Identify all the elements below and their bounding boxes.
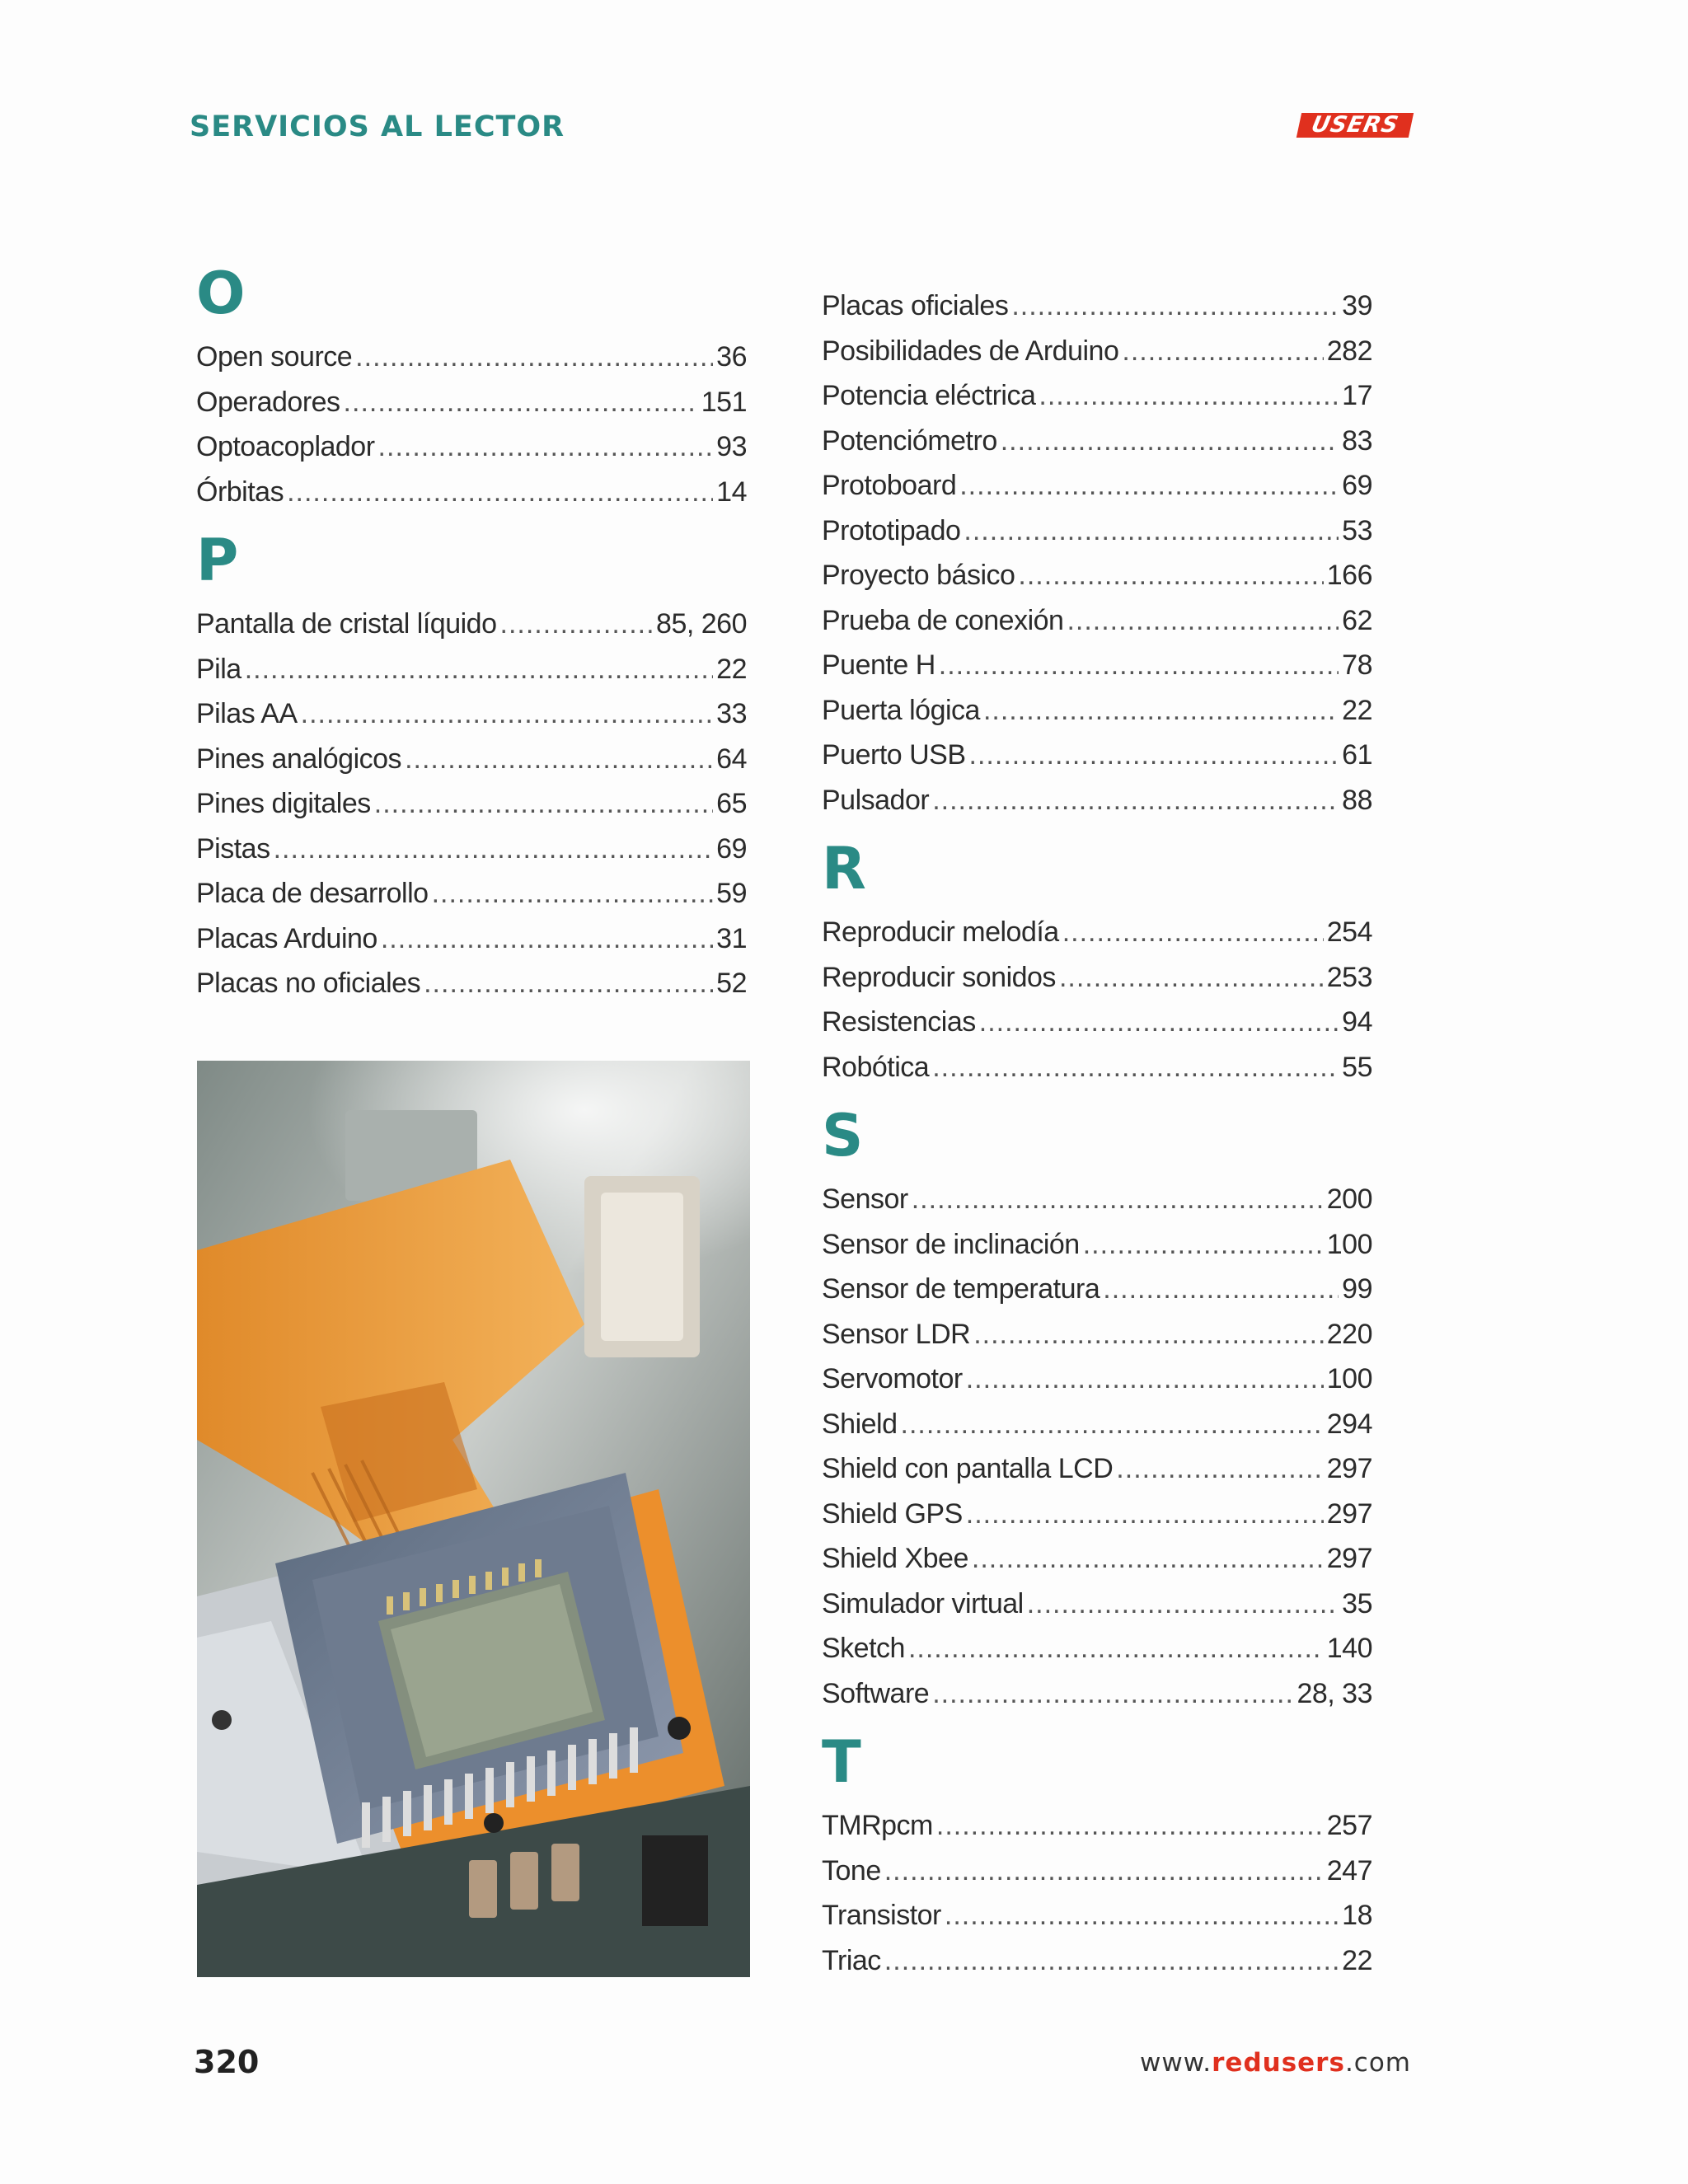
- dot-leader: [973, 1312, 1324, 1357]
- index-entry: [822, 1446, 1372, 1492]
- index-term: Reproducir melodía: [822, 916, 1059, 948]
- index-entry: [196, 871, 747, 916]
- dot-leader: [1001, 419, 1339, 464]
- circuit-board-photo: [197, 1061, 750, 1977]
- index-term: Optoacoplador: [196, 431, 375, 462]
- index-page-ref: 39: [1342, 290, 1372, 321]
- index-term: Placa de desarrollo: [196, 878, 429, 909]
- index-entry: [822, 373, 1372, 419]
- dot-leader: [939, 643, 1339, 688]
- index-page-ref: 94: [1342, 1006, 1372, 1038]
- index-entry: [822, 1267, 1372, 1312]
- index-entry: [822, 1536, 1372, 1582]
- index-term: Pila: [196, 653, 241, 685]
- index-letter-heading: P: [196, 527, 239, 594]
- index-entry: [822, 1803, 1372, 1849]
- index-term: Proyecto básico: [822, 560, 1015, 591]
- dot-leader: [966, 1492, 1324, 1537]
- index-entry: [196, 781, 747, 827]
- dot-leader: [381, 916, 713, 962]
- dot-leader: [959, 463, 1339, 509]
- dot-leader: [966, 1357, 1324, 1402]
- index-term: Software: [822, 1677, 930, 1709]
- index-term: Placas no oficiales: [196, 968, 421, 999]
- dot-leader: [245, 647, 713, 692]
- index-entry: [822, 1000, 1372, 1045]
- index-page-ref: 297: [1326, 1543, 1372, 1574]
- dot-leader: [908, 1626, 1324, 1671]
- index-page-ref: 64: [716, 743, 747, 775]
- index-page-ref: 166: [1326, 560, 1372, 591]
- index-entry: [822, 1402, 1372, 1447]
- index-term: Shield: [822, 1408, 898, 1440]
- index-entry: [822, 1357, 1372, 1402]
- index-term: Transistor: [822, 1900, 941, 1931]
- dot-leader: [969, 733, 1339, 778]
- index-term: Tone: [822, 1854, 881, 1886]
- index-column-right: [822, 284, 1372, 1983]
- dot-leader: [1083, 1222, 1324, 1268]
- index-term: Protoboard: [822, 470, 957, 501]
- index-entry: [196, 602, 747, 647]
- index-entry: [196, 380, 747, 425]
- index-page-ref: 55: [1342, 1051, 1372, 1083]
- index-entry: [822, 1849, 1372, 1894]
- index-page-ref: 220: [1326, 1318, 1372, 1350]
- index-page-ref: 22: [1342, 694, 1372, 726]
- index-page-ref: 14: [716, 476, 747, 508]
- index-page-ref: 31: [716, 922, 747, 954]
- index-term: Puerta lógica: [822, 694, 980, 726]
- index-entry: [822, 733, 1372, 778]
- index-page-ref: 22: [716, 653, 747, 685]
- index-page-ref: 83: [1342, 424, 1372, 457]
- dot-leader: [405, 737, 713, 782]
- index-letter-heading: T: [822, 1728, 861, 1796]
- index-entry: [822, 1492, 1372, 1537]
- index-entry: [822, 1222, 1372, 1268]
- dot-leader: [1067, 598, 1339, 644]
- site-suffix: .com: [1344, 2048, 1411, 2078]
- index-page-ref: 17: [1342, 380, 1372, 411]
- index-term: Prototipado: [822, 514, 961, 546]
- index-term: Shield con pantalla LCD: [822, 1453, 1114, 1484]
- index-page-ref: 18: [1342, 1900, 1372, 1931]
- index-entry: [822, 688, 1372, 733]
- index-entry: [822, 643, 1372, 688]
- index-term: Puente H: [822, 649, 935, 681]
- dot-leader: [301, 691, 714, 737]
- index-term: Resistencias: [822, 1006, 976, 1038]
- index-page-ref: 65: [716, 788, 747, 819]
- index-entry: [196, 424, 747, 470]
- section-title: SERVICIOS AL LECTOR: [190, 110, 565, 143]
- index-page-ref: 140: [1326, 1633, 1372, 1664]
- index-page-ref: 36: [716, 341, 747, 373]
- dot-leader: [1018, 553, 1323, 598]
- index-page-ref: 93: [716, 431, 747, 462]
- index-page-ref: 297: [1326, 1453, 1372, 1484]
- index-term: Sensor de temperatura: [822, 1273, 1100, 1305]
- index-term: Robótica: [822, 1051, 930, 1083]
- index-entry: [196, 961, 747, 1006]
- index-term: Simulador virtual: [822, 1587, 1024, 1619]
- index-term: Potencia eléctrica: [822, 380, 1036, 411]
- dot-leader: [1116, 1446, 1323, 1492]
- index-entry: [196, 470, 747, 515]
- index-column-left: [196, 247, 747, 1006]
- index-page-ref: 257: [1326, 1810, 1372, 1841]
- dot-leader: [901, 1402, 1324, 1447]
- dot-leader: [1039, 373, 1339, 419]
- dot-leader: [979, 1000, 1339, 1045]
- index-entry: [196, 691, 747, 737]
- index-term: Sensor LDR: [822, 1318, 971, 1350]
- index-entry: [822, 553, 1372, 598]
- index-page-ref: 52: [716, 968, 747, 999]
- index-entry: [822, 1312, 1372, 1357]
- index-entry: [822, 1626, 1372, 1671]
- index-entry: [822, 1177, 1372, 1222]
- dot-leader: [287, 470, 713, 515]
- index-page-ref: 61: [1342, 739, 1372, 771]
- index-page-ref: 53: [1342, 514, 1372, 546]
- index-page-ref: 62: [1342, 604, 1372, 636]
- index-page-ref: 100: [1326, 1363, 1372, 1394]
- index-page-ref: 294: [1326, 1408, 1372, 1440]
- dot-leader: [1103, 1267, 1339, 1312]
- dot-leader: [1062, 910, 1324, 955]
- index-term: Sketch: [822, 1633, 905, 1664]
- site-prefix: www.: [1140, 2048, 1212, 2078]
- index-term: Prueba de conexión: [822, 604, 1064, 636]
- index-page-ref: 99: [1342, 1273, 1372, 1305]
- index-page-ref: 254: [1326, 916, 1372, 948]
- dot-leader: [500, 602, 654, 647]
- index-entry: [822, 419, 1372, 464]
- dot-leader: [432, 871, 714, 916]
- index-page-ref: 22: [1342, 1944, 1372, 1976]
- index-entry: [196, 737, 747, 782]
- index-term: Órbitas: [196, 476, 284, 508]
- index-entry: [822, 329, 1372, 374]
- index-entry: [822, 1045, 1372, 1090]
- index-term: Potenciómetro: [822, 424, 997, 457]
- dot-leader: [378, 424, 714, 470]
- index-page-ref: 253: [1326, 961, 1372, 993]
- dot-leader: [983, 688, 1339, 733]
- brand-logo: [1296, 113, 1414, 138]
- page-number: 320: [194, 2044, 260, 2080]
- dot-leader: [912, 1177, 1324, 1222]
- index-entry: [822, 778, 1372, 823]
- index-page-ref: 78: [1342, 649, 1372, 681]
- dot-leader: [932, 1671, 1293, 1717]
- website-url[interactable]: [1140, 2048, 1411, 2078]
- index-term: Open source: [196, 341, 353, 373]
- index-page-ref: 85, 260: [656, 608, 747, 640]
- index-page-ref: 297: [1326, 1497, 1372, 1530]
- index-entry: [822, 910, 1372, 955]
- index-term: Puerto USB: [822, 739, 966, 771]
- index-page-ref: 151: [701, 386, 747, 418]
- index-entry: [822, 463, 1372, 509]
- index-page-ref: 59: [716, 878, 747, 909]
- index-letter-heading: O: [196, 260, 246, 327]
- index-term: Servomotor: [822, 1363, 963, 1394]
- index-term: Sensor de inclinación: [822, 1228, 1080, 1260]
- dot-leader: [932, 778, 1339, 823]
- index-term: Pulsador: [822, 784, 930, 816]
- index-page-ref: 35: [1342, 1587, 1372, 1619]
- index-page-ref: 282: [1326, 335, 1372, 367]
- dot-leader: [424, 961, 713, 1006]
- index-entry: [196, 647, 747, 692]
- index-term: Triac: [822, 1944, 881, 1976]
- brand-logo-text: USERS: [1309, 112, 1401, 138]
- index-term: Pines analógicos: [196, 743, 402, 775]
- index-term: Pilas AA: [196, 698, 298, 729]
- index-entry: [822, 1671, 1372, 1717]
- index-term: Pistas: [196, 832, 270, 865]
- dot-leader: [932, 1045, 1339, 1090]
- index-entry: [196, 827, 747, 872]
- index-page-ref: 69: [1342, 470, 1372, 501]
- dot-leader: [1059, 955, 1324, 1001]
- index-entry: [822, 598, 1372, 644]
- index-term: Shield GPS: [822, 1497, 963, 1530]
- site-red: red: [1212, 2048, 1263, 2078]
- index-letter-heading: R: [822, 835, 866, 902]
- index-term: Posibilidades de Arduino: [822, 335, 1119, 367]
- dot-leader: [936, 1803, 1324, 1849]
- dot-leader: [884, 1849, 1324, 1894]
- index-term: Shield Xbee: [822, 1543, 968, 1574]
- index-term: Pines digitales: [196, 788, 371, 819]
- index-page-ref: 247: [1326, 1854, 1372, 1886]
- index-entry: [822, 955, 1372, 1001]
- index-page-ref: 88: [1342, 784, 1372, 816]
- index-page-ref: 28, 33: [1296, 1677, 1372, 1709]
- index-entry: [822, 1582, 1372, 1627]
- index-entry: [822, 284, 1372, 329]
- index-entry: [822, 509, 1372, 554]
- index-term: Placas Arduino: [196, 922, 377, 954]
- index-page-ref: 100: [1326, 1228, 1372, 1260]
- index-term: Operadores: [196, 386, 340, 418]
- index-term: Sensor: [822, 1183, 908, 1215]
- dot-leader: [1011, 284, 1339, 329]
- index-term: Pantalla de cristal líquido: [196, 608, 497, 640]
- index-page-ref: 33: [716, 698, 747, 729]
- index-term: TMRpcm: [822, 1810, 933, 1841]
- dot-leader: [964, 509, 1339, 554]
- site-users: users: [1262, 2048, 1345, 2078]
- dot-leader: [945, 1893, 1339, 1938]
- index-entry: [822, 1938, 1372, 1984]
- index-entry: [196, 335, 747, 380]
- dot-leader: [274, 827, 714, 872]
- dot-leader: [374, 781, 713, 827]
- dot-leader: [884, 1938, 1339, 1984]
- dot-leader: [1122, 329, 1323, 374]
- index-term: Reproducir sonidos: [822, 961, 1056, 993]
- index-page-ref: 200: [1326, 1183, 1372, 1215]
- dot-leader: [972, 1536, 1324, 1582]
- index-page-ref: 69: [716, 832, 747, 865]
- index-entry: [196, 916, 747, 962]
- index-entry: [822, 1893, 1372, 1938]
- dot-leader: [355, 335, 713, 380]
- dot-leader: [344, 380, 698, 425]
- index-term: Placas oficiales: [822, 290, 1009, 321]
- dot-leader: [1027, 1582, 1339, 1627]
- index-letter-heading: S: [822, 1102, 864, 1169]
